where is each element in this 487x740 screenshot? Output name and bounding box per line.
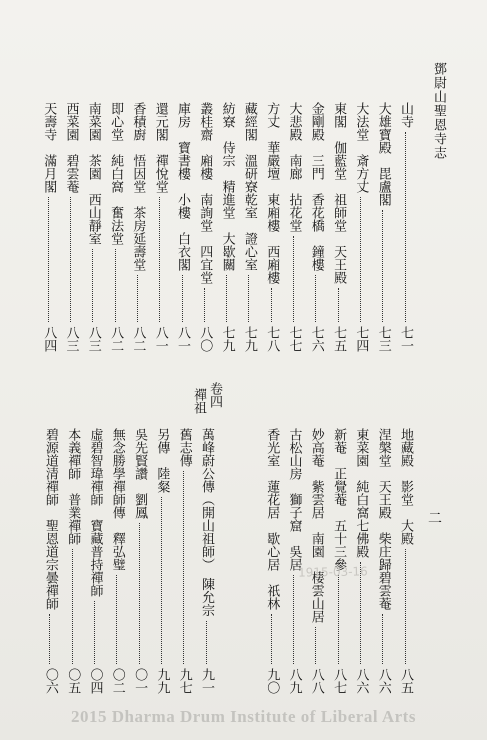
toc-entries: 無念勝學禪師傳 釋弘璧 <box>109 428 125 571</box>
toc-page-number: 八二 <box>130 326 146 352</box>
toc-entries: 碧源道清禪師 聖恩道宗曇禪師 <box>42 428 58 610</box>
toc-page-number: 〇六 <box>42 668 58 694</box>
toc-page-number: 八三 <box>63 326 79 352</box>
toc-page-number: 九七 <box>176 668 192 694</box>
toc-entries: 東閣 伽藍堂 祖師堂 天王殿 <box>331 102 347 284</box>
toc-column <box>176 428 192 694</box>
toc-entries: 地藏殿 影堂 大殿 <box>398 428 413 545</box>
dot-leader <box>271 614 272 664</box>
dot-leader <box>293 236 294 322</box>
toc-column <box>352 102 368 352</box>
toc-page-number: 〇一 <box>132 668 148 694</box>
toc-page-number: 〇五 <box>65 668 81 694</box>
toc-page-number: 七六 <box>308 326 324 352</box>
dot-leader <box>49 614 50 664</box>
toc-column <box>286 102 302 352</box>
dot-leader <box>338 288 339 322</box>
dot-leader <box>92 249 93 322</box>
toc-page-number: 八七 <box>331 668 347 694</box>
dot-leader <box>139 523 140 664</box>
toc-page-number: 八六 <box>353 668 369 694</box>
category-label: 禪祖 <box>191 388 206 414</box>
dot-leader <box>226 275 227 322</box>
toc-column <box>330 102 346 352</box>
toc-column <box>286 428 302 694</box>
toc-page-number: 七九 <box>219 326 235 352</box>
toc-entries: 叢桂齋 廂樓 南詢堂 四宜堂 <box>197 102 213 284</box>
toc-entries: 方丈 華嚴壇 東廂樓 西廂樓 <box>264 102 280 284</box>
dot-leader <box>248 275 249 322</box>
toc-page-number: 八一 <box>175 326 190 352</box>
dot-leader <box>72 549 73 664</box>
toc-entries: 古松山房 獅子窟 吳居 <box>286 428 302 571</box>
toc-entries: 吳先賢讚 劉鳳 <box>132 428 148 519</box>
dot-leader <box>70 197 71 322</box>
toc-page-number: 九九 <box>154 668 170 694</box>
toc-column <box>152 102 168 352</box>
toc-column <box>330 428 346 694</box>
toc-column <box>219 102 235 352</box>
toc-column <box>263 102 279 352</box>
dot-leader <box>183 471 184 664</box>
toc-column <box>40 102 56 352</box>
toc-entries: 藏經閣 溫研寮乾室 證心室 <box>241 102 257 271</box>
toc-page-number: 九〇 <box>264 668 280 694</box>
toc-page-number: 八一 <box>152 326 168 352</box>
dot-leader <box>360 197 361 322</box>
toc-page-number: 八八 <box>308 668 324 694</box>
toc-page-number: 八六 <box>375 668 391 694</box>
dot-leader <box>382 614 383 664</box>
dot-leader <box>338 575 339 664</box>
toc-column <box>153 428 169 694</box>
toc-entries: 另傳 陸粲 <box>154 428 170 493</box>
toc-page-number: 〇二 <box>109 668 125 694</box>
section-heading <box>191 382 222 414</box>
volume-label: 卷四 <box>207 382 222 408</box>
toc-column <box>308 428 324 694</box>
toc-page-number: 七三 <box>375 326 391 352</box>
toc-entries: 香積廚 悟因堂 茶房延壽堂 <box>130 102 146 271</box>
dot-leader <box>115 249 116 322</box>
toc-page-number: 八〇 <box>197 326 213 352</box>
toc-column <box>129 102 145 352</box>
toc-entries: 西菜園 碧雲菴 <box>63 102 79 193</box>
toc-column <box>196 102 212 352</box>
toc-column <box>375 102 391 352</box>
dot-leader <box>315 275 316 322</box>
toc-column <box>42 428 58 694</box>
toc-entries: 本義禪師 普業禪師 <box>65 428 81 545</box>
dot-leader <box>116 575 117 664</box>
dot-leader <box>161 497 162 664</box>
toc-page-number: 七八 <box>264 326 280 352</box>
toc-entries: 涅槃堂 天王殿 柴庄歸碧雲菴 <box>375 428 391 610</box>
toc-entries: 即心堂 純白窩 奮法堂 <box>108 102 124 245</box>
toc-entries: 東菜園 純白窩七佛殿 <box>353 428 369 558</box>
toc-column <box>308 102 324 352</box>
dot-leader <box>405 549 406 664</box>
toc-entries: 金剛殿 三門 香花橋 鐘樓 <box>308 102 324 271</box>
toc-column <box>352 428 368 694</box>
toc-page-number: 七一 <box>398 326 413 352</box>
toc-column <box>85 102 101 352</box>
toc-column <box>109 428 125 694</box>
toc-column <box>107 102 123 352</box>
toc-page-number: 七九 <box>241 326 257 352</box>
toc-entries: 天壽寺 滿月閣 <box>41 102 57 193</box>
toc-entries: 妙高菴 紫雲居 南園 棲雲山居 <box>308 428 324 623</box>
watermark: 2015 Dharma Drum Institute of Liberal Arts <box>71 707 416 726</box>
toc-page-number: 九一 <box>199 668 214 694</box>
toc-column <box>397 102 413 352</box>
toc-entries: 南菜園 茶園 西山靜室 <box>85 102 101 245</box>
dot-leader <box>204 288 205 322</box>
toc-page-number: 七四 <box>353 326 369 352</box>
dot-leader <box>159 197 160 322</box>
toc-page-number: 七七 <box>286 326 302 352</box>
toc-column <box>87 428 103 694</box>
toc-entries: 舊志傳 <box>176 428 192 467</box>
toc-column <box>375 428 391 694</box>
toc-entries: 山寺 <box>398 102 413 128</box>
toc-entries: 大法堂 斎方丈 <box>353 102 369 193</box>
toc-column <box>131 428 147 694</box>
toc-entries: 萬峰蔚公傳（開山祖師） 陳允宗 <box>199 428 214 617</box>
toc-page-number: 〇四 <box>87 668 103 694</box>
dot-leader <box>293 575 294 664</box>
toc-entries: 庫房 寶書樓 小樓 白衣閣 <box>175 102 190 271</box>
dot-leader <box>405 132 406 322</box>
toc-entries: 還元閣 禪悅堂 <box>152 102 168 193</box>
toc-column <box>241 102 257 352</box>
dot-leader <box>94 601 95 664</box>
dot-leader <box>315 627 316 664</box>
dot-leader <box>48 197 49 322</box>
toc-column <box>198 428 214 694</box>
toc-entries: 虛碧智瑋禪師 寶藏普持禪師 <box>87 428 103 597</box>
toc-entries: 紡寮 侍宗 精進堂 大歇關 <box>219 102 235 271</box>
toc-column <box>63 102 79 352</box>
toc-entries: 大悲殿 南廊 拈花堂 <box>286 102 302 232</box>
toc-column <box>263 428 279 694</box>
book-title: 鄧尉山聖恩寺志 <box>431 62 446 160</box>
toc-entries: 香光室 蓮花居 歇心居 祇林 <box>264 428 280 610</box>
dot-leader <box>206 621 207 665</box>
toc-entries: 新菴 正覺菴 五十三參 <box>331 428 347 571</box>
toc-column <box>397 428 413 694</box>
toc-page-number: 八五 <box>398 668 413 694</box>
toc-page-number: 八三 <box>85 326 101 352</box>
dot-leader <box>137 275 138 322</box>
dot-leader <box>382 210 383 322</box>
toc-column <box>64 428 80 694</box>
toc-page-number: 七五 <box>331 326 347 352</box>
toc-page-number: 八九 <box>286 668 302 694</box>
page-number: 二 <box>428 511 442 527</box>
toc-column <box>174 102 190 352</box>
dot-leader <box>182 275 183 322</box>
toc-page-number: 八二 <box>108 326 124 352</box>
date-stamp: 1915-03-16 <box>297 564 368 580</box>
dot-leader <box>271 288 272 322</box>
toc-page-number: 八四 <box>41 326 57 352</box>
toc-entries: 大雄寶殿 毘盧閣 <box>375 102 391 206</box>
